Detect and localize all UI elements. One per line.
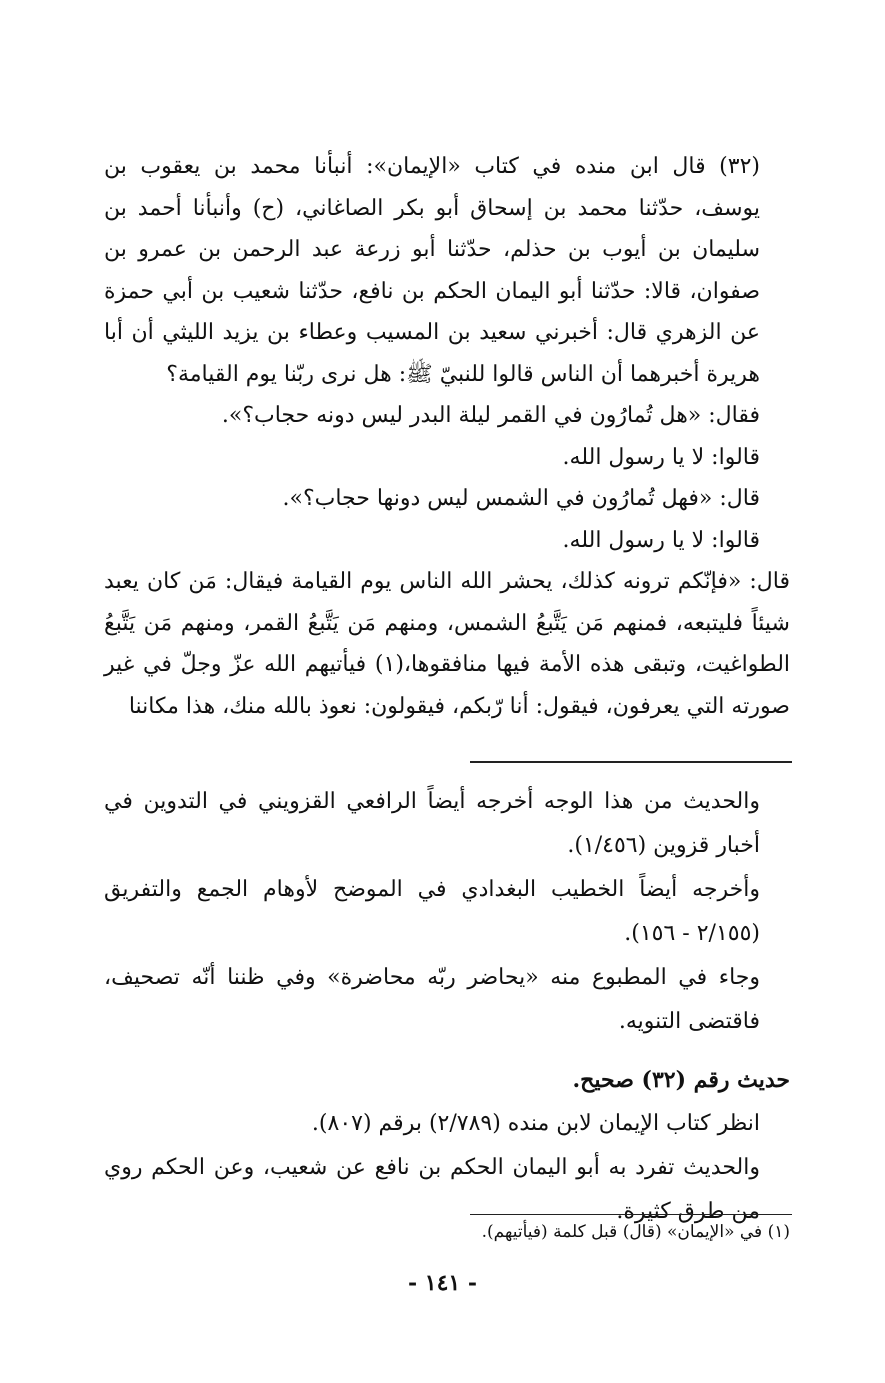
page-number: - ١٤١ -	[407, 1270, 478, 1296]
dialogue-line-4: قالوا: لا يا رسول الله.	[562, 527, 760, 553]
footnote-separator	[470, 1214, 792, 1215]
commentary-notes	[104, 780, 790, 1234]
dialogue-line-1: فقال: «هل تُمارُون في القمر ليلة البدر ليس دونه حجاب؟».	[221, 403, 760, 428]
dialogue-line-2: قالوا: لا يا رسول الله.	[562, 444, 760, 470]
note-paragraph-1: والحديث من هذا الوجه أخرجه أيضاً الرافعي القزويني في التدوين في أخبار قزوين (١/٤٥٦).	[104, 789, 760, 858]
note-paragraph-4: انظر كتاب الإيمان لابن منده (٢/٧٨٩) برقم (٨٠٧).	[311, 1111, 760, 1136]
dialogue-line-5: قال: «فإنّكم ترونه كذلك، يحشر الله الناس يوم القيامة فيقال: مَن كان يعبد شيئاً فليتبعه، فمنهم مَن يَتَّبعُ الشمس، ومنهم مَن يَتَّبعُ القمر، ومنهم مَن يَتَّبعُ الطواغيت، وتبقى هذه الأمة فيها منافقوها،(١) فيأتيهم الله عزّ وجلّ في غير صورته التي يعرفون، فيقول: أنا رّبكم، فيقولون: نعوذ بالله منك، هذا مكاننا	[104, 569, 791, 719]
dialogue-line-3: قال: «فهل تُمارُون في الشمس ليس دونها حجاب؟».	[282, 486, 760, 511]
notes-separator	[470, 761, 792, 763]
note-paragraph-5: والحديث تفرد به أبو اليمان الحكم بن نافع عن شعيب، وعن الحكم روي من طرق كثيرة.	[104, 1155, 760, 1224]
hadith-text	[104, 146, 790, 727]
note-paragraph-2: وأخرجه أيضاً الخطيب البغدادي في الموضح لأوهام الجمع والتفريق (٢/١٥٥ - ١٥٦).	[104, 877, 760, 946]
footnote: (١) في «الإيمان» (قال) قبل كلمة (فيأتيهم).	[481, 1222, 790, 1242]
hadith-chain-paragraph: (٣٢) قال ابن منده في كتاب «الإيمان»: أنبأنا محمد بن يعقوب بن يوسف، حدّثنا محمد بن إسحاق أبو بكر الصاغاني، (ح) وأنبأنا أحمد بن سليمان بن أيوب بن حذلم، حدّثنا أبو زرعة عبد الرحمن بن عمرو بن صفوان، قالا: حدّثنا أبو اليمان الحكم بن نافع، حدّثنا شعيب بن أبي حمزة عن الزهري قال: أخبرني سعيد بن المسيب وعطاء بن يزيد الليثي أن أبا هريرة أخبرهما أن الناس قالوا للنبيّ ﷺ: هل نرى ربّنا يوم القيامة؟	[104, 154, 760, 387]
hadith-grade-heading: حديث رقم (٣٢) صحيح.	[572, 1067, 790, 1093]
note-paragraph-3: وجاء في المطبوع منه «يحاضر ربّه محاضرة» وفي ظننا أنّه تصحيف، فاقتضى التنويه.	[104, 965, 760, 1034]
